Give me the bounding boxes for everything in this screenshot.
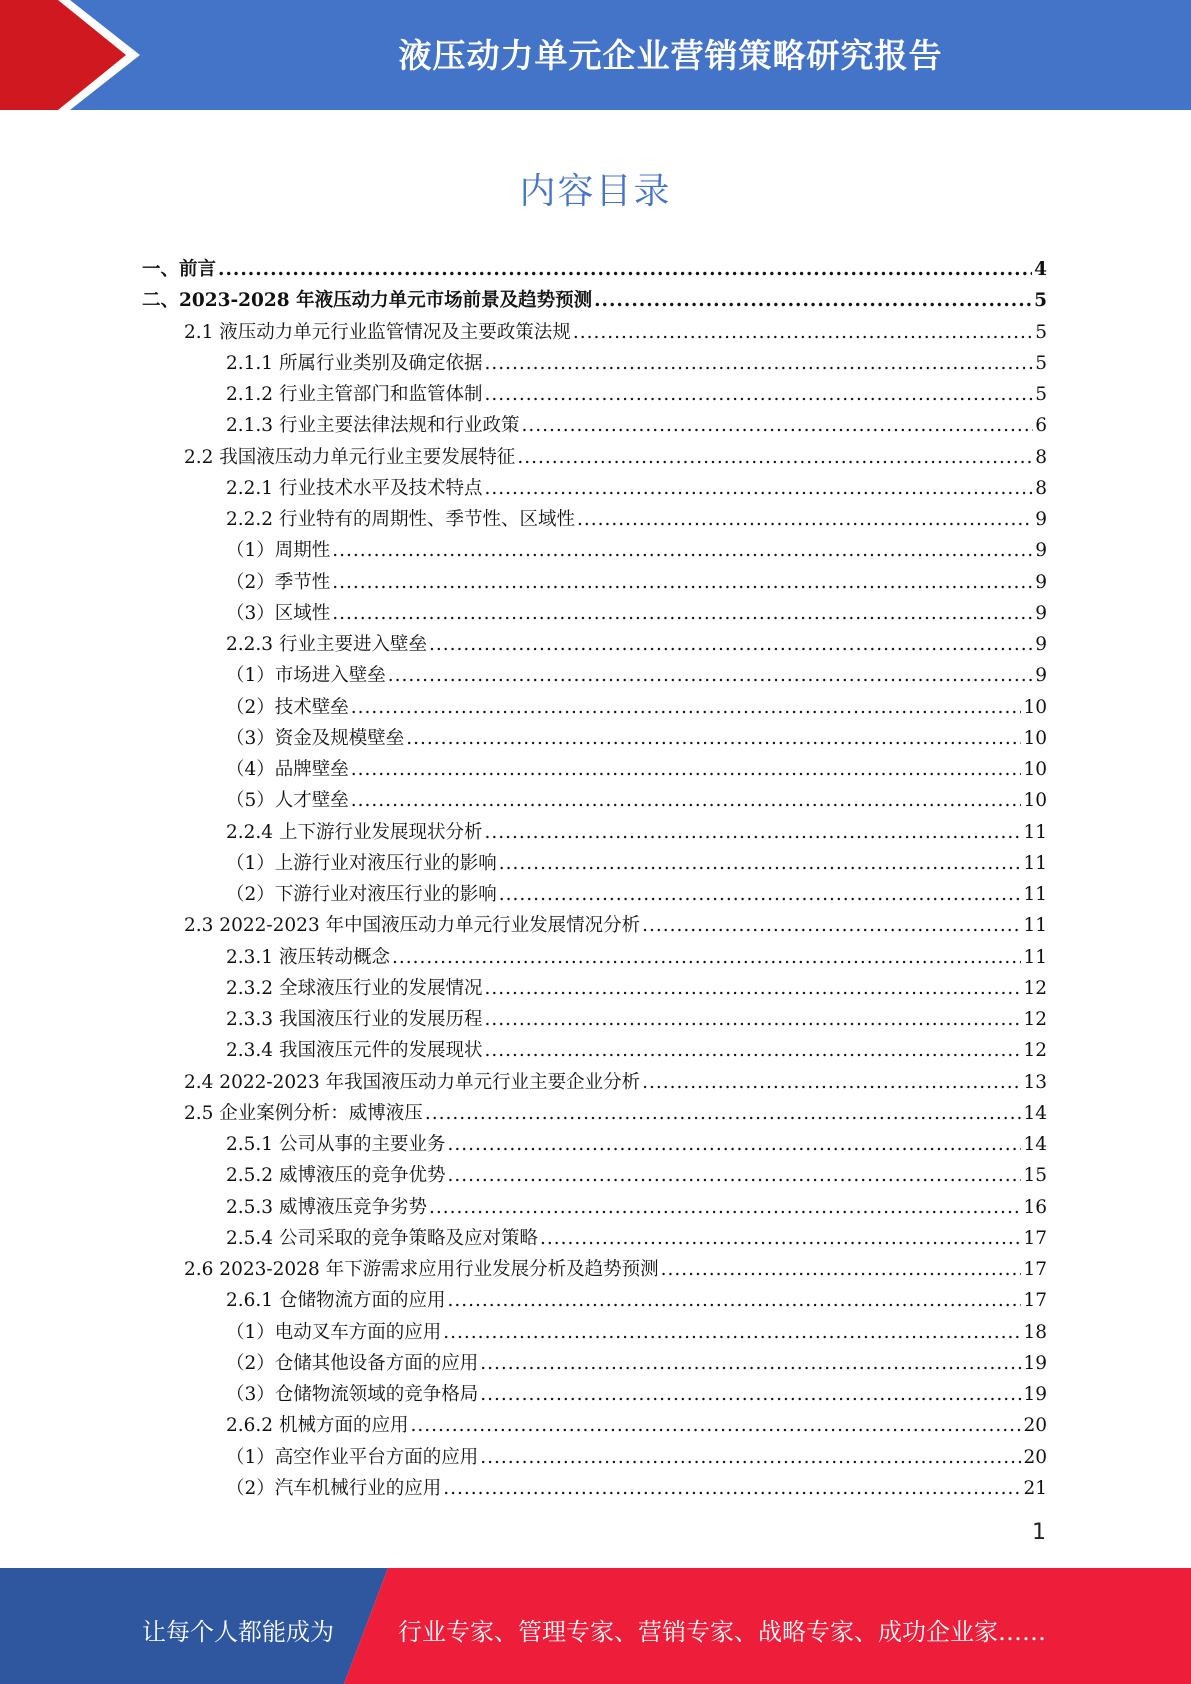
toc-entry-page: 9 <box>1035 540 1047 562</box>
toc-entry-page: 9 <box>1035 571 1047 593</box>
toc-dot-leader <box>392 942 1021 973</box>
toc-entry[interactable] <box>226 1004 1047 1035</box>
toc-entry-label: 2.2.3 行业主要进入壁垒 <box>226 634 427 655</box>
toc-dot-leader <box>499 848 1022 879</box>
toc-entry[interactable] <box>226 660 1047 691</box>
toc-entry-page: 12 <box>1023 1009 1047 1030</box>
toc-entry-label: 2.6.2 机械方面的应用 <box>226 1415 409 1437</box>
toc-entry-page: 18 <box>1023 1321 1047 1343</box>
toc-entry-page: 12 <box>1023 977 1047 999</box>
toc-entry-label: （1）高空作业平台方面的应用 <box>226 1446 479 1468</box>
toc-entry-page: 17 <box>1023 1227 1047 1249</box>
toc-dot-leader <box>484 1035 1021 1066</box>
toc-entry-label: （1）市场进入壁垒 <box>226 665 386 687</box>
toc-dot-leader <box>484 973 1021 1004</box>
toc-entry-label: （3）仓储物流领域的竞争格局 <box>226 1384 479 1405</box>
toc-dot-leader <box>499 879 1022 910</box>
toc-dot-leader <box>484 473 1033 504</box>
toc-entry-page: 14 <box>1023 1134 1047 1155</box>
toc-entry-label: （4）品牌壁垒 <box>226 759 349 780</box>
toc-entry-page: 10 <box>1023 727 1047 749</box>
toc-entry[interactable] <box>226 692 1047 723</box>
toc-entry[interactable] <box>226 1285 1047 1316</box>
toc-entry-label: 2.1 液压动力单元行业监管情况及主要政策法规 <box>184 321 571 343</box>
toc-entry[interactable] <box>142 285 1047 316</box>
toc-entry[interactable] <box>184 1067 1047 1098</box>
toc-dot-leader <box>480 1348 1021 1379</box>
toc-entry-label: 2.3.2 全球液压行业的发展情况 <box>226 977 483 999</box>
toc-dot-leader <box>351 754 1022 785</box>
toc-entry[interactable] <box>226 973 1047 1004</box>
toc-entry-page: 11 <box>1023 852 1047 874</box>
toc-entry-page: 13 <box>1023 1071 1047 1093</box>
toc-entry-page: 10 <box>1023 790 1047 812</box>
toc-entry[interactable] <box>226 567 1047 598</box>
toc-entry-label: 2.6 2023-2028 年下游需求应用行业发展分析及趋势预测 <box>184 1259 659 1280</box>
toc-entry[interactable] <box>226 1223 1047 1254</box>
toc-entry-page: 16 <box>1023 1196 1047 1218</box>
toc-entry[interactable] <box>226 598 1047 629</box>
toc-dot-leader <box>484 348 1033 379</box>
toc-entry-label: 2.2.1 行业技术水平及技术特点 <box>226 477 483 499</box>
toc-entry-label: 2.5.3 威博液压竞争劣势 <box>226 1196 427 1218</box>
toc-entry[interactable] <box>226 848 1047 879</box>
footer-slogan-left: 让每个人都能成为 <box>142 1618 334 1646</box>
toc-entry-label: （2）下游行业对液压行业的影响 <box>226 884 497 905</box>
toc-entry[interactable] <box>226 1348 1047 1379</box>
toc-entry-page: 11 <box>1023 884 1047 905</box>
toc-dot-leader <box>429 629 1033 660</box>
toc-entry[interactable] <box>226 410 1047 441</box>
toc-dot-leader <box>429 1192 1021 1223</box>
toc-entry[interactable] <box>226 754 1047 785</box>
toc-entry-label: 一、前言 <box>142 259 217 280</box>
toc-dot-leader <box>443 1317 1021 1348</box>
toc-entry-label: 2.3.4 我国液压元件的发展现状 <box>226 1040 483 1062</box>
toc-entry[interactable] <box>184 442 1047 473</box>
header-banner <box>0 0 1191 110</box>
toc-dot-leader <box>218 254 1032 285</box>
toc-dot-leader <box>484 379 1033 410</box>
footer-banner <box>0 1568 1191 1684</box>
toc-dot-leader <box>443 1473 1021 1504</box>
toc-dot-leader <box>332 598 1033 629</box>
toc-entry-page: 12 <box>1023 1040 1047 1062</box>
toc-entry-label: 2.6.1 仓储物流方面的应用 <box>226 1290 446 1312</box>
toc-entry-page: 8 <box>1035 446 1047 468</box>
toc-dot-leader <box>521 410 1033 441</box>
toc-entry[interactable] <box>184 1098 1047 1129</box>
toc-dot-leader <box>573 317 1033 348</box>
toc-entry-label: （1）周期性 <box>226 540 331 562</box>
toc-entry-label: （1）电动叉车方面的应用 <box>226 1321 442 1343</box>
toc-entry[interactable] <box>226 1379 1047 1410</box>
toc-entry[interactable] <box>226 629 1047 660</box>
toc-dot-leader <box>447 1160 1021 1191</box>
toc-entry-label: 2.4 2022-2023 年我国液压动力单元行业主要企业分析 <box>184 1071 641 1093</box>
toc-entry-label: 2.1.1 所属行业类别及确定依据 <box>226 352 483 374</box>
toc-entry-label: 2.5.4 公司采取的竞争策略及应对策略 <box>226 1227 538 1249</box>
toc-dot-leader <box>480 1442 1021 1473</box>
toc-entry-label: 2.3.3 我国液压行业的发展历程 <box>226 1009 483 1030</box>
toc-entry-page: 21 <box>1023 1477 1047 1499</box>
toc-entry-label: 2.3 2022-2023 年中国液压动力单元行业发展情况分析 <box>184 915 641 937</box>
toc-entry-label: （2）技术壁垒 <box>226 696 349 718</box>
toc-dot-leader <box>540 1223 1021 1254</box>
toc-entry-label: （3）区域性 <box>226 602 331 624</box>
toc-dot-leader <box>642 1067 1021 1098</box>
toc-entry-label: 2.5.1 公司从事的主要业务 <box>226 1134 446 1155</box>
toc-entry-page: 10 <box>1023 696 1047 718</box>
toc-entry[interactable] <box>226 879 1047 910</box>
toc-entry-page: 5 <box>1035 321 1047 343</box>
toc-entry-page: 17 <box>1023 1290 1047 1312</box>
toc-entry-page: 9 <box>1035 509 1047 530</box>
toc-entry-label: （2）仓储其他设备方面的应用 <box>226 1352 479 1374</box>
toc-entry[interactable] <box>226 817 1047 848</box>
toc-entry-label: 2.1.2 行业主管部门和监管体制 <box>226 384 483 405</box>
toc-entry[interactable] <box>226 723 1047 754</box>
toc-entry-page: 5 <box>1035 384 1047 405</box>
toc-entry[interactable] <box>226 1129 1047 1160</box>
toc-entry-page: 9 <box>1035 602 1047 624</box>
toc-dot-leader <box>351 692 1022 723</box>
toc-entry-label: 2.2.2 行业特有的周期性、季节性、区域性 <box>226 509 575 530</box>
toc-entry-label: 2.3.1 液压转动概念 <box>226 946 390 968</box>
toc-entry-label: （2）汽车机械行业的应用 <box>226 1477 442 1499</box>
toc-entry-page: 19 <box>1023 1384 1047 1405</box>
toc-entry-label: 2.5 企业案例分析：威博液压 <box>184 1102 423 1124</box>
toc-dot-leader <box>484 1004 1021 1035</box>
toc-entry-page: 19 <box>1023 1352 1047 1374</box>
toc-dot-leader <box>594 285 1032 316</box>
toc-entry-page: 4 <box>1034 259 1047 280</box>
toc-entry-page: 8 <box>1035 477 1047 499</box>
toc-entry-page: 11 <box>1023 946 1047 968</box>
toc-dot-leader <box>447 1129 1021 1160</box>
toc-entry[interactable] <box>226 1317 1047 1348</box>
toc-entry[interactable] <box>226 1192 1047 1223</box>
toc-dot-leader <box>410 1410 1021 1441</box>
toc-entry[interactable] <box>226 785 1047 816</box>
toc-entry[interactable] <box>226 1442 1047 1473</box>
toc-entry[interactable] <box>184 1254 1047 1285</box>
toc-dot-leader <box>332 535 1033 566</box>
toc-entry-page: 15 <box>1023 1165 1047 1187</box>
page-number: 1 <box>1032 1520 1046 1545</box>
toc-entry-page: 17 <box>1023 1259 1047 1280</box>
toc-dot-leader <box>517 442 1033 473</box>
toc-entry-page: 9 <box>1035 634 1047 655</box>
toc-dot-leader <box>484 817 1021 848</box>
toc-entry-page: 20 <box>1023 1446 1047 1468</box>
toc-dot-leader <box>425 1098 1022 1129</box>
toc-dot-leader <box>642 910 1021 941</box>
toc-dot-leader <box>406 723 1021 754</box>
toc-dot-leader <box>661 1254 1022 1285</box>
toc-heading: 内容目录 <box>519 171 672 212</box>
toc-entry[interactable] <box>226 1035 1047 1066</box>
toc-entry-label: 2.1.3 行业主要法律法规和行业政策 <box>226 415 520 437</box>
toc-entry[interactable] <box>226 942 1047 973</box>
toc-entry[interactable] <box>184 910 1047 941</box>
toc-entry[interactable] <box>226 379 1047 410</box>
toc-entry-page: 6 <box>1035 415 1047 437</box>
toc-entry-label: 2.2 我国液压动力单元行业主要发展特征 <box>184 446 516 468</box>
toc-entry[interactable] <box>226 1410 1047 1441</box>
toc-dot-leader <box>388 660 1033 691</box>
toc-entry[interactable] <box>226 1473 1047 1504</box>
toc-entry-label: （3）资金及规模壁垒 <box>226 727 405 749</box>
toc-entry[interactable] <box>226 504 1047 535</box>
toc-entry[interactable] <box>184 317 1047 348</box>
toc-entry-label: 2.5.2 威博液压的竞争优势 <box>226 1165 446 1187</box>
toc-entry-label: （1）上游行业对液压行业的影响 <box>226 852 497 874</box>
toc-dot-leader <box>577 504 1033 535</box>
toc-dot-leader <box>480 1379 1021 1410</box>
toc-entry-label: （5）人才壁垒 <box>226 790 349 812</box>
toc-dot-leader <box>332 567 1033 598</box>
toc-entry-page: 11 <box>1023 821 1047 843</box>
toc-entry-page: 10 <box>1023 759 1047 780</box>
toc-entry-label: 二、2023-2028 年液压动力单元市场前景及趋势预测 <box>142 290 593 312</box>
toc-entry[interactable] <box>226 535 1047 566</box>
toc-entry-page: 9 <box>1035 665 1047 687</box>
toc-entry-label: 2.2.4 上下游行业发展现状分析 <box>226 821 483 843</box>
toc-entry-page: 11 <box>1023 915 1047 937</box>
toc-dot-leader <box>351 785 1022 816</box>
toc-entry[interactable] <box>226 1160 1047 1191</box>
report-title: 液压动力单元企业营销策略研究报告 <box>398 36 943 75</box>
toc-entry[interactable] <box>142 254 1047 285</box>
toc-entry[interactable] <box>226 473 1047 504</box>
toc-entry-page: 5 <box>1035 352 1047 374</box>
toc-dot-leader <box>447 1285 1021 1316</box>
toc-entry-label: （2）季节性 <box>226 571 331 593</box>
toc-entry-page: 5 <box>1034 290 1047 312</box>
toc-entry-page: 20 <box>1023 1415 1047 1437</box>
toc-entry[interactable] <box>226 348 1047 379</box>
toc-entry-page: 14 <box>1023 1102 1047 1124</box>
footer-slogan-right: 行业专家、管理专家、营销专家、战略专家、成功企业家…… <box>398 1618 1046 1646</box>
